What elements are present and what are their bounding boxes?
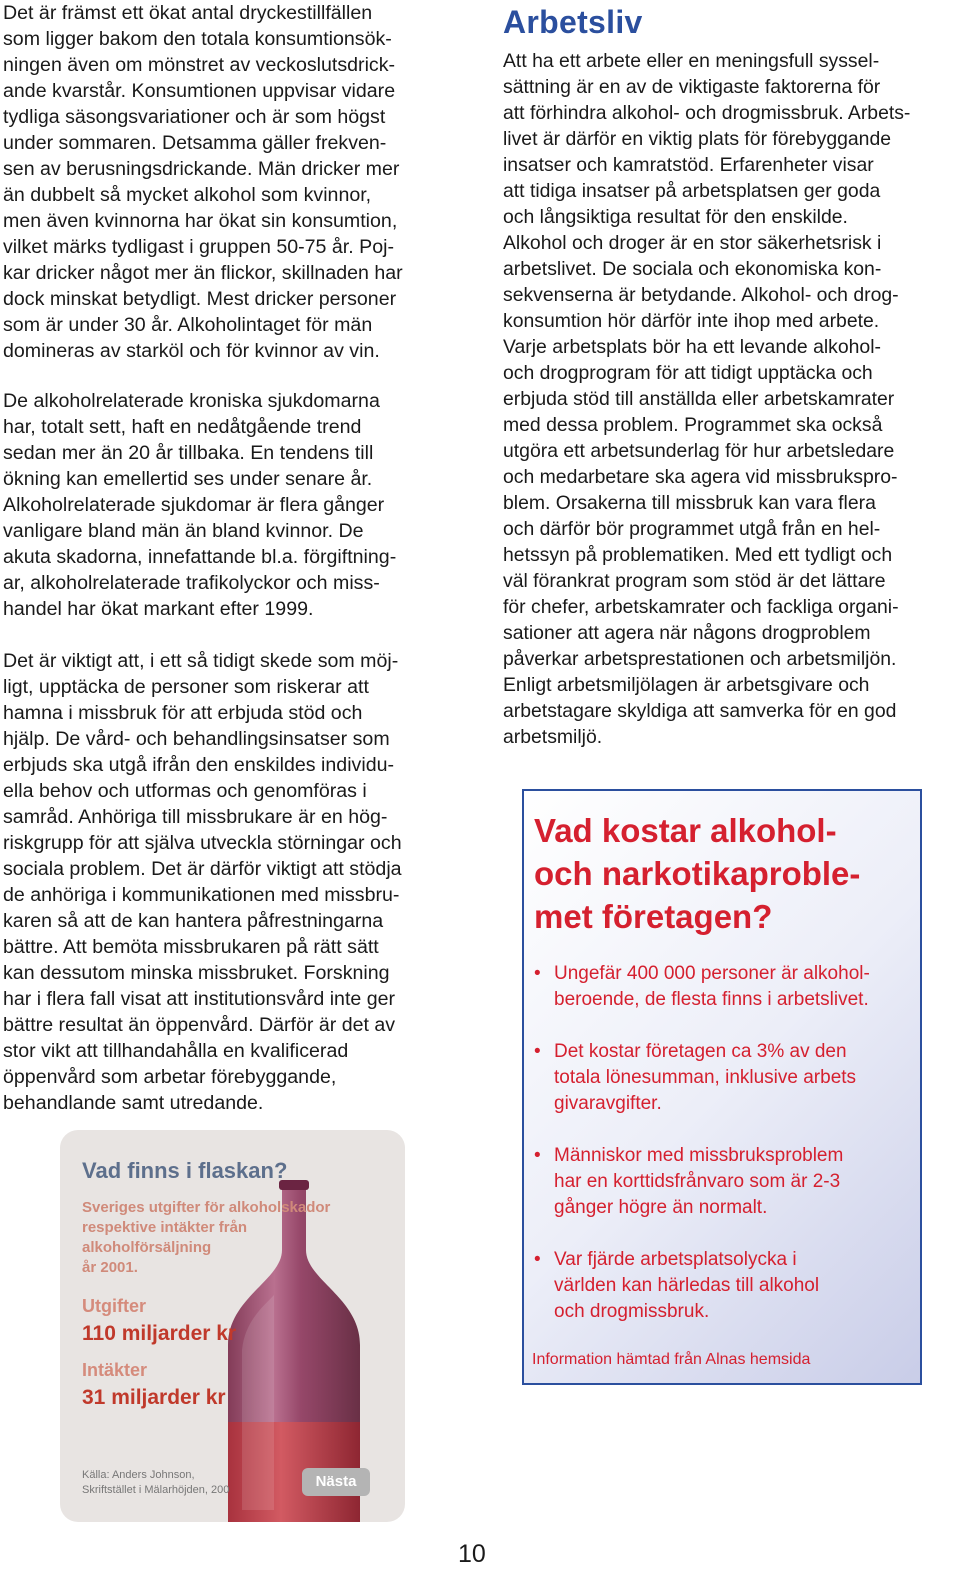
- figure-title: Vad finns i flaskan?: [82, 1158, 288, 1183]
- right-paragraph-2: Alkohol och droger är en stor säkerhetsrisk i arbetslivet. De sociala och ekonomiska kon- sekvenserna är betydande. Alkohol- och drog- konsumtion hör därför inte ihop med arbete. Varje arbetsplats bör ha ett levande alkohol- och drogprogram för att tidigt upptäcka och erbjuda stöd till anställda eller arbetskamrater med dessa problem. Programmet ska också utgöra ett arbetsunderlag för hur arbetsledare och medarbetare ska agera vid missbrukspro- blem. Orsakerna till missbruk kan vara flera och därför bör programmet utgå från en hel- hetssyn på problematiken. Med ett tydligt och väl förankrat program som stöd är det lättare för chefer, arbetskamrater och fackliga organi- sationer att agera när någons drogproblem påverkar arbetsprestationen och arbetsmiljön. Enligt arbetsmiljölagen är arbetsgivare och arbetstagare skyldiga att samverka för en god arbetsmiljö.: [503, 232, 899, 748]
- left-column: [3, 0, 461, 1116]
- info-box: [522, 789, 922, 1385]
- page-number: 10: [458, 1540, 486, 1568]
- left-paragraph-1: Det är främst ett ökat antal dryckestillfällen som ligger bakom den totala konsumtionsök- ningen även om mönstret av veckoslutsdrick- ande kvarstår. Konsumtionen uppvisar vidare tydliga säsongsvariationer och är som högst under sommaren. Detsamma gäller frekven- sen av berusningsdrickande. Män dricker mer än dubbelt så mycket alkohol som kvinnor, men även kvinnorna har ökat sin konsumtion, vilket märks tydligast i gruppen 50-75 år. Poj- kar dricker något mer än flickor, skillnaden har dock minskat betydligt. Mest dricker personer som är under 30 år. Alkoholintaget för män domineras av starköl och för kvinnor av vin.: [3, 2, 403, 362]
- left-paragraph-3: Det är viktigt att, i ett så tidigt skede som möj- ligt, upptäcka de personer som riskerar att hamna i missbruk för att erbjuda stöd och hjälp. De vård- och behandlingsinsatser som erbjuds ska utgå ifrån den enskildes individu- ella behov och utformas och genomföras i samråd. Anhöriga till missbrukare är en hög- riskgrupp för att själva utveckla störningar och sociala problem. Det är därför viktigt att stödja de anhöriga i kommunikationen med missbru- karen så att de kan hantera påfrestningarna bättre. Att bemöta missbrukaren på rätt sätt kan dessutom minska missbruket. Forskning har i flera fall visat att institutionsvård inte ger bättre resultat än öppenvård. Därför är det av stor vikt att tillhandahålla en kvalificerad öppenvård som arbetar förebyggande, behandlande samt utredande.: [3, 650, 402, 1114]
- list-item: • Var fjärde arbetsplatsolycka i världen kan härledas till alkohol och drogmissbruk.: [534, 1249, 820, 1322]
- list-item: • Ungefär 400 000 personer är alkohol- beroende, de flesta finns i arbetslivet.: [534, 963, 870, 1010]
- bottle-infographic: [60, 1130, 405, 1522]
- bullet-icon: •: [534, 1041, 541, 1062]
- info-box-title: Vad kostar alkohol- och narkotikaproble- met företagen?: [534, 812, 861, 935]
- figure-source: Källa: Anders Johnson, Skriftstället i Mälarhöjden, 200: [82, 1469, 230, 1496]
- income-label: Intäkter: [82, 1360, 148, 1380]
- list-item: • Det kostar företagen ca 3% av den totala lönesumman, inklusive arbets givaravgifter.: [534, 1041, 857, 1114]
- figure-subtitle: Sveriges utgifter för alkoholskador respektive intäkter från alkoholförsäljning år 2001.: [82, 1199, 331, 1276]
- expenses-label: Utgifter: [82, 1296, 146, 1316]
- income-value: 31 miljarder kr: [82, 1386, 226, 1409]
- bullet-icon: •: [534, 1145, 541, 1166]
- expenses-value: 110 miljarder kr: [82, 1322, 237, 1345]
- right-column: [503, 0, 948, 750]
- list-item: • Människor med missbruksproblem har en korttidsfrånvaro som är 2-3 gånger högre än normalt.: [534, 1145, 844, 1218]
- section-heading: Arbetsliv: [503, 4, 643, 40]
- next-button[interactable]: Nästa: [302, 1468, 370, 1496]
- info-box-source: Information hämtad från Alnas hemsida: [532, 1351, 811, 1368]
- right-paragraph-1: Att ha ett arbete eller en meningsfull syssel- sättning är en av de viktigaste faktorerna för att förhindra alkohol- och drogmissbruk. Arbets- livet är därför en viktig plats för förebyggande insatser och kamratstöd. Erfarenheter visar att tidiga insatser på arbetsplatsen ger goda och långsiktiga resultat för den enskilde.: [503, 50, 911, 228]
- bullet-icon: •: [534, 963, 541, 984]
- bullet-icon: •: [534, 1249, 541, 1270]
- left-paragraph-2: De alkoholrelaterade kroniska sjukdomarna har, totalt sett, haft en nedåtgående trend sedan mer än 20 år tillbaka. En tendens till ökning kan emellertid ses under senare år. Alkoholrelaterade sjukdomar är flera gånger vanligare bland män än bland kvinnor. De akuta skadorna, innefattande bl.a. förgiftning- ar, alkoholrelaterade trafikolyckor och miss- handel har ökat markant efter 1999.: [3, 390, 397, 620]
- info-box-bullets: [532, 961, 917, 1351]
